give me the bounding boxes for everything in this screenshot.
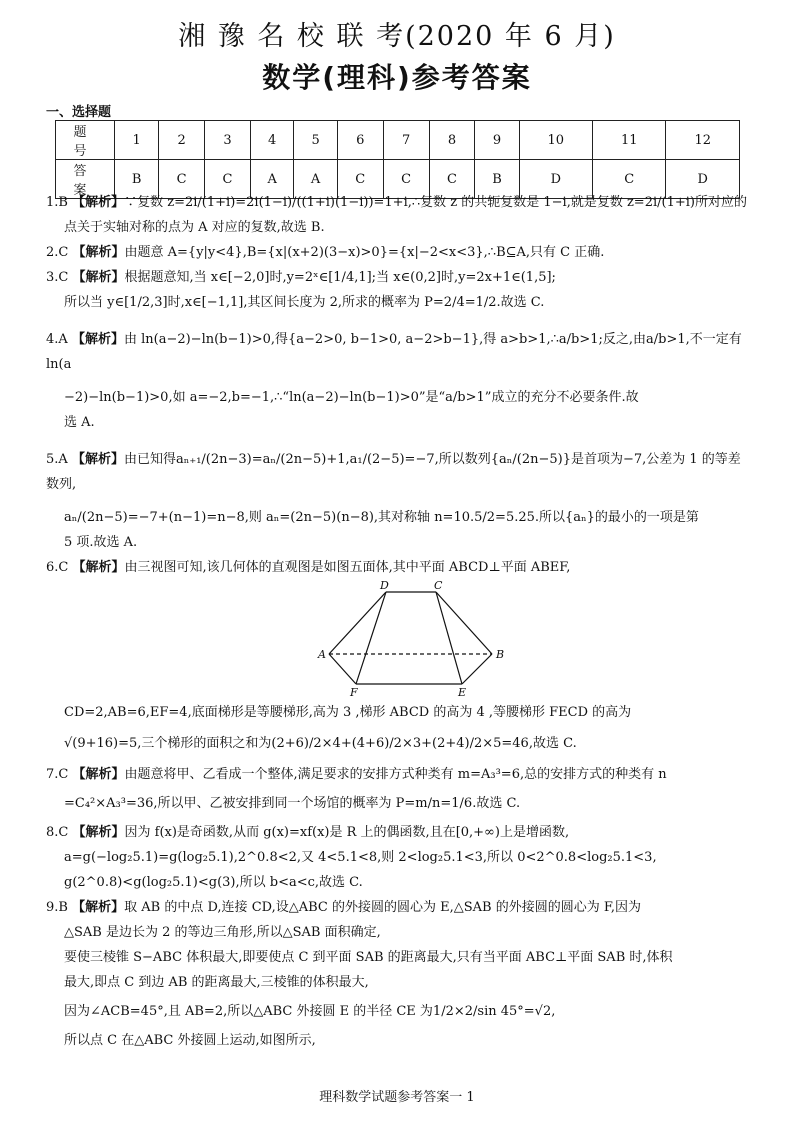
question-number: 10 [519,121,592,160]
solution-number: 5.A [46,452,68,467]
analysis-tag: 【解析】 [72,767,125,782]
solution-line: 点关于实轴对称的点为 A 对应的复数,故选 B. [64,220,325,235]
question-number: 12 [666,121,740,160]
solution-item [46,895,752,920]
row-header: 答 案 [56,160,115,199]
solution-line: 5 项.故选 A. [64,535,138,550]
solution-item [46,820,752,845]
solution-item [46,762,752,787]
solution-line: 最大,即点 C 到边 AB 的距离最大,三棱锥的体积最大, [64,975,369,990]
solutions [46,190,752,1053]
answer-cell: C [593,160,666,199]
solution-item [46,327,752,377]
exam-title: 湘 豫 名 校 联 考(2020 年 6 月) [178,21,616,52]
solution-item [46,447,752,497]
solution-item [46,190,752,215]
solution-number: 9.B [46,900,68,915]
answer-cell: A [250,160,293,199]
question-number: 11 [593,121,666,160]
label-b: B [496,648,505,661]
solution-line: △SAB 是边长为 2 的等边三角形,所以△SAB 面积确定, [64,925,381,940]
solution-number: 2.C [46,245,69,260]
section-heading: 一、选择题 [46,105,112,120]
row-header: 题 号 [56,121,115,160]
solution-number: 7.C [46,767,69,782]
page-footer: 理科数学试题参考答案一 1 [319,1090,475,1105]
solution-line: 由三视图可知,该几何体的直观图是如图五面体,其中平面 ABCD⊥平面 ABEF, [124,560,571,575]
solution-line: =C₄²×A₃³=36,所以甲、乙被安排到同一个场馆的概率为 P=m/n=1/6.故选 C. [64,796,521,811]
edge-eb [462,654,492,684]
solution-line: 由题意 A={y|y<4},B={x|(x+2)(3−x)>0}={x|−2<x<3},∴B⊆A,只有 C 正确. [124,245,605,260]
solution-line: 由已知得aₙ₊₁/(2n−3)=aₙ/(2n−5)+1,a₁/(2−5)=−7,所以数列{aₙ/(2n−5)}是首项为−7,公差为 1 的等差数列, [46,452,741,492]
answer-cell: C [337,160,383,199]
solution-line: 要使三棱锥 S−ABC 体积最大,即要使点 C 到平面 SAB 的距离最大,只有当平面 ABC⊥平面 SAB 时,体积 [64,950,673,965]
edge-da [329,592,386,654]
solution-line: 所以点 C 在△ABC 外接圆上运动,如图所示, [64,1033,316,1048]
analysis-tag: 【解析】 [71,332,124,347]
analysis-tag: 【解析】 [72,825,125,840]
analysis-tag: 【解析】 [72,900,125,915]
solution-item [46,555,752,580]
analysis-tag: 【解析】 [72,560,125,575]
question-number: 4 [250,121,293,160]
solution-line: 取 AB 的中点 D,连接 CD,设△ABC 的外接圆的圆心为 E,△SAB 的外接圆的圆心为 F,因为 [124,900,641,915]
answer-cell: A [294,160,337,199]
analysis-tag: 【解析】 [71,452,124,467]
solution-item [46,265,752,290]
solution-line: √(9+16)=5,三个梯形的面积之和为(2+6)/2×4+(4+6)/2×3+(2+4)/2×5=46,故选 C. [64,736,577,751]
solution-number: 8.C [46,825,69,840]
answer-cell: C [383,160,429,199]
answer-cell: B [115,160,159,199]
label-f: F [350,686,358,698]
solution-line: 选 A. [64,415,95,430]
answer-cell: C [205,160,251,199]
solution-line: a=g(−log₂5.1)=g(log₂5.1),2^0.8<2,又 4<5.1<8,则 2<log₂5.1<3,所以 0<2^0.8<log₂5.1<3, [64,850,657,865]
question-number: 3 [205,121,251,160]
solution-number: 6.C [46,560,69,575]
answer-cell: D [519,160,592,199]
edge-df [356,592,386,684]
answer-cell: C [159,160,205,199]
question-number: 5 [294,121,337,160]
solution-line: aₙ/(2n−5)=−7+(n−1)=n−8,则 aₙ=(2n−5)(n−8),其对称轴 n=10.5/2=5.25.所以{aₙ}的最小的一项是第 [64,510,699,525]
solution-line: 所以当 y∈[1/2,3]时,x∈[−1,1],其区间长度为 2,所求的概率为 P=2/4=1/2.故选 C. [64,295,545,310]
solution-line: CD=2,AB=6,EF=4,底面梯形是等腰梯形,高为 3 ,梯形 ABCD 的高为 4 ,等腰梯形 FECD 的高为 [64,705,632,720]
analysis-tag: 【解析】 [72,195,125,210]
page-title: 数学(理科)参考答案 [262,61,532,94]
solution-item [46,240,752,265]
question-number: 9 [475,121,519,160]
solution-line: 因为 f(x)是奇函数,从而 g(x)=xf(x)是 R 上的偶函数,且在[0,+∞)上是增函数, [124,825,570,840]
answer-table [55,120,740,199]
label-a: A [318,648,326,661]
analysis-tag: 【解析】 [72,270,125,285]
pentahedron-diagram [316,580,516,698]
label-d: D [380,580,389,592]
answer-cell: B [475,160,519,199]
table-row-numbers [56,121,740,160]
question-number: 8 [429,121,475,160]
question-number: 2 [159,121,205,160]
answer-cell: D [666,160,740,199]
solution-line: 由 ln(a−2)−ln(b−1)>0,得{a−2>0, b−1>0, a−2>b−1},得 a>b>1,∴a/b>1;反之,由a/b>1,不一定有 ln(a [46,332,742,372]
label-e: E [458,686,467,698]
solution-line: −2)−ln(b−1)>0,如 a=−2,b=−1,∴“ln(a−2)−ln(b−1)>0”是“a/b>1”成立的充分不必要条件.故 [64,390,639,405]
solution-number: 1.B [46,195,68,210]
label-c: C [434,580,443,592]
solution-line: g(2^0.8)<g(log₂5.1)<g(3),所以 b<a<c,故选 C. [64,875,363,890]
solution-number: 3.C [46,270,69,285]
solution-line: 根据题意知,当 x∈[−2,0]时,y=2ˣ∈[1/4,1];当 x∈(0,2]时,y=2x+1∈(1,5]; [124,270,556,285]
solution-line: 由题意将甲、乙看成一个整体,满足要求的安排方式种类有 m=A₃³=6,总的安排方式的种类有 n [124,767,667,782]
solution-line: ∵复数 z=2i/(1+i)=2i(1−i)/((1+i)(1−i))=1+i,∴复数 z 的共轭复数是 1−i,就是复数 z=2i/(1+i)所对应的 [124,195,747,210]
pentahedron-figure [46,580,752,700]
edge-af [329,654,356,684]
question-number: 7 [383,121,429,160]
question-number: 1 [115,121,159,160]
question-number: 6 [337,121,383,160]
analysis-tag: 【解析】 [72,245,125,260]
answer-cell: C [429,160,475,199]
solution-line: 因为∠ACB=45°,且 AB=2,所以△ABC 外接圆 E 的半径 CE 为1/2×2/sin 45°=√2, [64,1004,556,1019]
solution-number: 4.A [46,332,68,347]
